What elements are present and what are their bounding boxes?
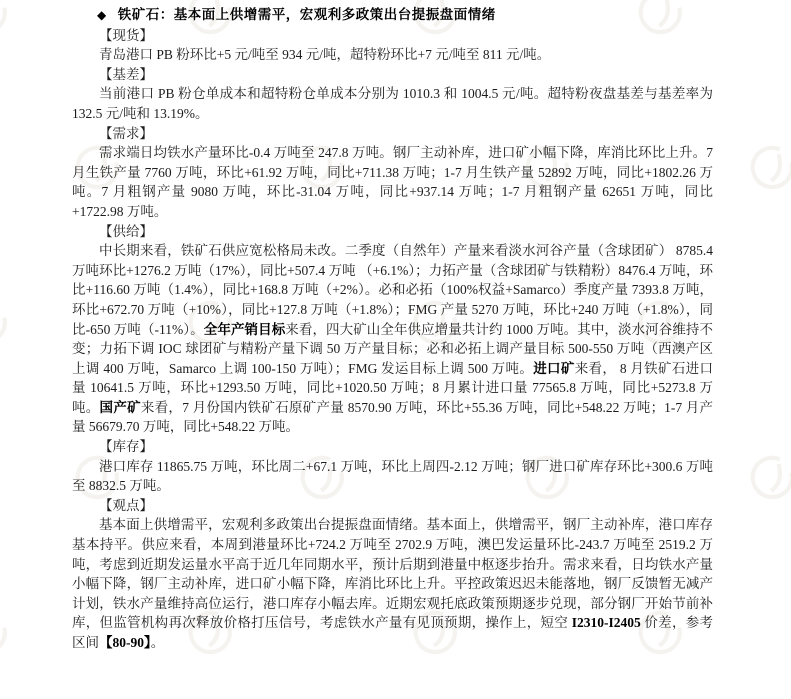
diamond-bullet-icon: ◆ bbox=[97, 8, 107, 22]
bold-text-run: 【80-90】 bbox=[99, 635, 151, 650]
bold-text-run: 进口矿 bbox=[533, 360, 575, 376]
section-header: 【需求】 bbox=[99, 125, 153, 141]
watermark-logo-icon bbox=[0, 0, 18, 47]
paragraph bbox=[72, 457, 713, 496]
section-header: 【基差】 bbox=[99, 66, 153, 82]
text-run: 青岛港口 PB 粉环比+5 元/吨至 934 元/吨，超特粉环比+7 元/吨至 811 元/吨。 bbox=[99, 47, 551, 63]
watermark-logo-icon bbox=[0, 294, 18, 357]
section-header: 【现货】 bbox=[99, 27, 153, 43]
paragraph bbox=[72, 143, 713, 221]
text-run: 基本面上供增需平，宏观利多政策出台提振盘面情绪。基本面上，供增需平，钢厂主动补库，港口库存基本持平。供应来看，本周到港量环比+724.2 万吨至 2702.9 万吨，澳巴发运量环比-243.7 万吨至 2519.2 万吨，考虑到近期发运量水平高于近几年同期水平，预计后期到港量中枢逐步抬升。需求来看，日均铁水产量小幅下降，钢厂主动补库，进口矿小幅下降，库消比环比上升。平控政策迟迟未能落地，钢厂反馈暂无减产计划，铁水产量维持高位运行，港口库存小幅去库。近期宏观托底政策预期逐步兑现，部分钢厂开始节前补库，但监管机构再次释放价格打压信号，考虑铁水产量有见顶预期，操作上，短空 bbox=[72, 517, 713, 631]
report-title bbox=[72, 5, 713, 26]
text-run: 。 bbox=[150, 635, 165, 650]
sections bbox=[72, 26, 713, 653]
section-header: 【库存】 bbox=[99, 439, 153, 455]
text-run: 港口库存 11865.75 万吨，环比周二+67.1 万吨，环比上周四-2.12 万吨；钢厂进口矿库存环比+300.6 万吨至 8832.5 万吨。 bbox=[72, 458, 713, 494]
report-title-text: 铁矿石：基本面上供增需平，宏观利多政策出台提振盘面情绪 bbox=[117, 7, 496, 22]
paragraph bbox=[72, 84, 713, 123]
watermark-logo-icon bbox=[745, 449, 791, 512]
text-run: 价差，参考区间 bbox=[72, 615, 714, 650]
watermark-logo-icon bbox=[0, 604, 18, 667]
paragraph bbox=[72, 515, 713, 652]
text-run: 当前港口 PB 粉仓单成本和超特粉仓单成本分别为 1010.3 和 1004.5 元/吨。超特粉夜盘基差与基差率为 132.5 元/吨和 13.19%。 bbox=[72, 86, 713, 121]
section-header: 【观点】 bbox=[99, 497, 153, 513]
bold-text-run: I2310-I2405 bbox=[571, 615, 641, 631]
section-header: 【供给】 bbox=[99, 223, 153, 239]
text-run: 来看，四大矿山全年供应增量共计约 1000 万吨。其中，淡水河谷维持不变；力拓下调 IOC 球团矿与精粉产量下调 50 万产量目标；必和必拓上调产量目标 500-550 万吨（西澳产区上调 400 万吨，Samarco 上调 100-150 万吨）；FMG 发运目标上调 500 万吨。 bbox=[72, 321, 714, 376]
bold-text-run: 全年产销目标 bbox=[203, 321, 286, 337]
text-run: 来看，7 月份国内铁矿石原矿产量 8570.90 万吨，环比+55.36 万吨，同比+548.22 万吨；1-7 月产量 56679.70 万吨，同比+548.22 万吨。 bbox=[72, 399, 713, 435]
text-run: 中长期来看，铁矿石供应宽松格局未改。二季度（自然年）产量来看淡水河谷产量（含球团矿） 8785.4 万吨环比+1276.2 万吨（17%），同比+507.4 万吨 （+6.1%）；力拓产量（含球团矿与铁精粉）8476.4 万吨，环比+116.60 万吨（1.4%），同比+168.8 万吨（+2%）。必和必拓（100%权益+Samarco）季度产量 7393.8 万吨，环比+672.70 万吨（+10%），同比+127.8 万吨（+1.8%）；FMG 产量 5270 万吨，环比+240 万吨（+1.8%），同比-650 万吨（-11%）。 bbox=[72, 243, 713, 337]
paragraph bbox=[72, 45, 713, 65]
text-run: 来看， 8 月铁矿石进口量 10641.5 万吨，环比+1293.50 万吨，同比+1020.50 万吨；8 月累计进口量 77565.8 万吨，同比+5273.8 万吨。 bbox=[72, 360, 714, 415]
report-body bbox=[72, 5, 713, 653]
paragraph bbox=[72, 241, 713, 437]
bold-text-run: 国产矿 bbox=[99, 399, 141, 415]
text-run: 需求端日均铁水产量环比-0.4 万吨至 247.8 万吨。钢厂主动补库，进口矿小幅下降，库消比环比上升。7 月生铁产量 7760 万吨，环比+61.92 万吨，同比+711.38 万吨；1-7 月生铁产量 52892 万吨，同比+1802.26 万吨。7 月粗钢产量 9080 万吨，环比-31.04 万吨，同比+937.14 万吨；1-7 月粗钢产量 62651 万吨，同比+1722.98 万吨。 bbox=[72, 145, 713, 219]
watermark-logo-icon bbox=[745, 139, 791, 202]
